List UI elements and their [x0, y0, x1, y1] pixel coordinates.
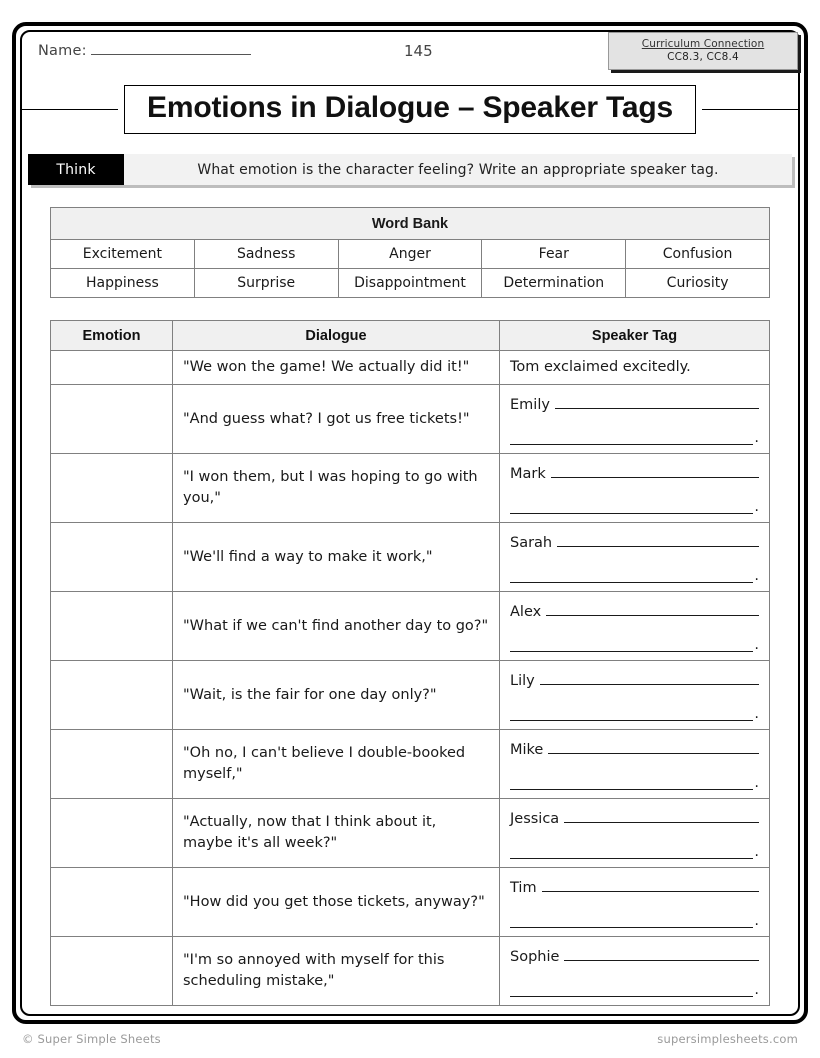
speaker-tag-line-2: [510, 776, 759, 791]
speaker-tag-line-2: [510, 431, 759, 446]
speaker-name: Emily: [510, 397, 550, 414]
title-band: [22, 78, 798, 140]
speaker-tag-answer-area[interactable]: [510, 531, 759, 583]
answer-write-line[interactable]: [551, 466, 759, 478]
answer-write-line[interactable]: [510, 502, 753, 514]
speaker-tag-cell[interactable]: [500, 937, 770, 1006]
dialogue-cell: "We won the game! We actually did it!": [173, 351, 500, 385]
emotion-answer-cell[interactable]: [51, 730, 173, 799]
dialogue-cell: "Actually, now that I think about it, maybe it's all week?": [173, 799, 500, 868]
name-write-line[interactable]: [91, 42, 251, 55]
speaker-tag-answer-area[interactable]: [510, 876, 759, 928]
word-bank-word[interactable]: Anger: [338, 240, 482, 269]
emotion-answer-cell[interactable]: [51, 385, 173, 454]
table-row: [51, 454, 770, 523]
title-rule-right: [702, 109, 798, 110]
page-number: 145: [404, 42, 433, 60]
speaker-tag-answer-area[interactable]: [510, 600, 759, 652]
speaker-tag-cell[interactable]: [500, 454, 770, 523]
word-bank-body: [51, 240, 770, 298]
answer-period: .: [754, 843, 759, 860]
answer-write-line[interactable]: [510, 433, 753, 445]
speaker-name: Lily: [510, 673, 535, 690]
instruction-label: Think: [28, 154, 124, 185]
word-bank-word[interactable]: Confusion: [626, 240, 770, 269]
curriculum-title: Curriculum Connection: [641, 37, 765, 50]
speaker-tag-line-1: [510, 395, 759, 416]
word-bank-section: [50, 207, 770, 298]
speaker-name: Sarah: [510, 535, 553, 552]
curriculum-connection-badge: [608, 32, 798, 70]
answer-write-line[interactable]: [540, 673, 759, 685]
speaker-tag-answer-area[interactable]: [510, 738, 759, 790]
table-row: [51, 592, 770, 661]
emotion-answer-cell[interactable]: [51, 351, 173, 385]
speaker-tag-line-2: [510, 569, 759, 584]
word-bank-row: [51, 269, 770, 298]
answer-write-line[interactable]: [510, 571, 753, 583]
instruction-bar: [28, 154, 792, 185]
answer-write-line[interactable]: [557, 535, 759, 547]
column-header-speaker-tag: Speaker Tag: [500, 321, 770, 351]
emotion-answer-cell[interactable]: [51, 454, 173, 523]
speaker-tag-cell[interactable]: [500, 799, 770, 868]
word-bank-header-row: [51, 208, 770, 240]
column-header-emotion: Emotion: [51, 321, 173, 351]
speaker-tag-cell[interactable]: [500, 868, 770, 937]
speaker-tag-line-1: [510, 740, 759, 761]
curriculum-codes: CC8.3, CC8.4: [667, 51, 739, 63]
speaker-name: Tim: [510, 880, 537, 897]
speaker-tag-line-2: [510, 914, 759, 929]
speaker-name: Mark: [510, 466, 546, 483]
answer-period: .: [754, 498, 759, 515]
word-bank-word[interactable]: Determination: [482, 269, 626, 298]
emotion-answer-cell[interactable]: [51, 937, 173, 1006]
instruction-text: What emotion is the character feeling? Write an appropriate speaker tag.: [124, 154, 792, 185]
page-footer: [22, 1032, 798, 1046]
speaker-name: Mike: [510, 742, 544, 759]
table-row: [51, 351, 770, 385]
name-field[interactable]: [38, 42, 251, 59]
answer-period: .: [754, 567, 759, 584]
header-row: [22, 32, 798, 78]
speaker-tag-line-1: [510, 947, 759, 968]
dialogue-cell: "What if we can't find another day to go?": [173, 592, 500, 661]
speaker-name: Jessica: [510, 811, 560, 828]
dialogue-cell: "Wait, is the fair for one day only?": [173, 661, 500, 730]
table-row: [51, 937, 770, 1006]
answer-write-line[interactable]: [542, 880, 759, 892]
word-bank-heading: Word Bank: [51, 208, 770, 240]
word-bank-table: [50, 207, 770, 298]
emotion-answer-cell[interactable]: [51, 661, 173, 730]
speaker-tag-answer-area[interactable]: [510, 462, 759, 514]
word-bank-row: [51, 240, 770, 269]
speaker-tag-cell[interactable]: [500, 661, 770, 730]
answer-write-line[interactable]: [555, 397, 759, 409]
word-bank-word[interactable]: Surprise: [194, 269, 338, 298]
speaker-tag-answer-area[interactable]: [510, 945, 759, 997]
answer-period: .: [754, 636, 759, 653]
speaker-tag-line-2: [510, 983, 759, 998]
dialogue-cell: "How did you get those tickets, anyway?": [173, 868, 500, 937]
dialogue-table: [50, 320, 770, 1006]
table-row: [51, 799, 770, 868]
table-row: [51, 868, 770, 937]
speaker-tag-cell[interactable]: Tom exclaimed excitedly.: [500, 351, 770, 385]
dialogue-cell: "We'll find a way to make it work,": [173, 523, 500, 592]
speaker-name: Sophie: [510, 949, 560, 966]
speaker-tag-line-2: [510, 638, 759, 653]
table-row: [51, 661, 770, 730]
answer-period: .: [754, 981, 759, 998]
answer-write-line[interactable]: [564, 949, 759, 961]
dialogue-table-body: [51, 351, 770, 1006]
emotion-answer-cell[interactable]: [51, 523, 173, 592]
answer-write-line[interactable]: [510, 916, 753, 928]
speaker-tag-line-1: [510, 878, 759, 899]
dialogue-header-row: [51, 321, 770, 351]
dialogue-cell: "I'm so annoyed with myself for this scheduling mistake,": [173, 937, 500, 1006]
speaker-tag-answer-area[interactable]: [510, 807, 759, 859]
answer-write-line[interactable]: [510, 985, 753, 997]
emotion-answer-cell[interactable]: [51, 592, 173, 661]
name-label: Name:: [38, 43, 87, 59]
dialogue-section: [50, 320, 770, 1006]
dialogue-cell: "I won them, but I was hoping to go with you,": [173, 454, 500, 523]
word-bank-word[interactable]: Disappointment: [338, 269, 482, 298]
answer-period: .: [754, 774, 759, 791]
word-bank-word[interactable]: Curiosity: [626, 269, 770, 298]
speaker-tag-line-1: [510, 533, 759, 554]
word-bank-word[interactable]: Sadness: [194, 240, 338, 269]
answer-write-line[interactable]: [510, 709, 753, 721]
speaker-tag-cell[interactable]: [500, 730, 770, 799]
answer-write-line[interactable]: [546, 604, 759, 616]
answer-period: .: [754, 429, 759, 446]
answer-period: .: [754, 705, 759, 722]
speaker-tag-line-2: [510, 500, 759, 515]
title-box: [124, 85, 696, 134]
table-row: [51, 730, 770, 799]
answer-write-line[interactable]: [510, 847, 753, 859]
speaker-tag-line-1: [510, 671, 759, 692]
dialogue-cell: "And guess what? I got us free tickets!": [173, 385, 500, 454]
word-bank-word[interactable]: Fear: [482, 240, 626, 269]
title-rule-left: [22, 109, 118, 110]
word-bank-word[interactable]: Excitement: [51, 240, 195, 269]
speaker-tag-line-1: [510, 602, 759, 623]
answer-write-line[interactable]: [510, 640, 753, 652]
page-content: [22, 32, 798, 1014]
table-row: [51, 523, 770, 592]
word-bank-word[interactable]: Happiness: [51, 269, 195, 298]
answer-write-line[interactable]: [510, 778, 753, 790]
speaker-tag-answer-area[interactable]: [510, 669, 759, 721]
speaker-tag-cell[interactable]: [500, 385, 770, 454]
footer-website: supersimplesheets.com: [657, 1032, 798, 1046]
page-title: Emotions in Dialogue – Speaker Tags: [147, 90, 673, 124]
footer-copyright: © Super Simple Sheets: [22, 1032, 161, 1046]
dialogue-cell: "Oh no, I can't believe I double-booked myself,": [173, 730, 500, 799]
answer-period: .: [754, 912, 759, 929]
speaker-tag-cell[interactable]: [500, 592, 770, 661]
answer-write-line[interactable]: [564, 811, 759, 823]
speaker-tag-line-2: [510, 707, 759, 722]
column-header-dialogue: Dialogue: [173, 321, 500, 351]
emotion-answer-cell[interactable]: [51, 799, 173, 868]
speaker-tag-line-1: [510, 464, 759, 485]
speaker-tag-line-1: [510, 809, 759, 830]
speaker-name: Alex: [510, 604, 542, 621]
speaker-tag-line-2: [510, 845, 759, 860]
emotion-answer-cell[interactable]: [51, 868, 173, 937]
table-row: [51, 385, 770, 454]
speaker-tag-answer-area[interactable]: [510, 393, 759, 445]
speaker-tag-cell[interactable]: [500, 523, 770, 592]
answer-write-line[interactable]: [548, 742, 759, 754]
